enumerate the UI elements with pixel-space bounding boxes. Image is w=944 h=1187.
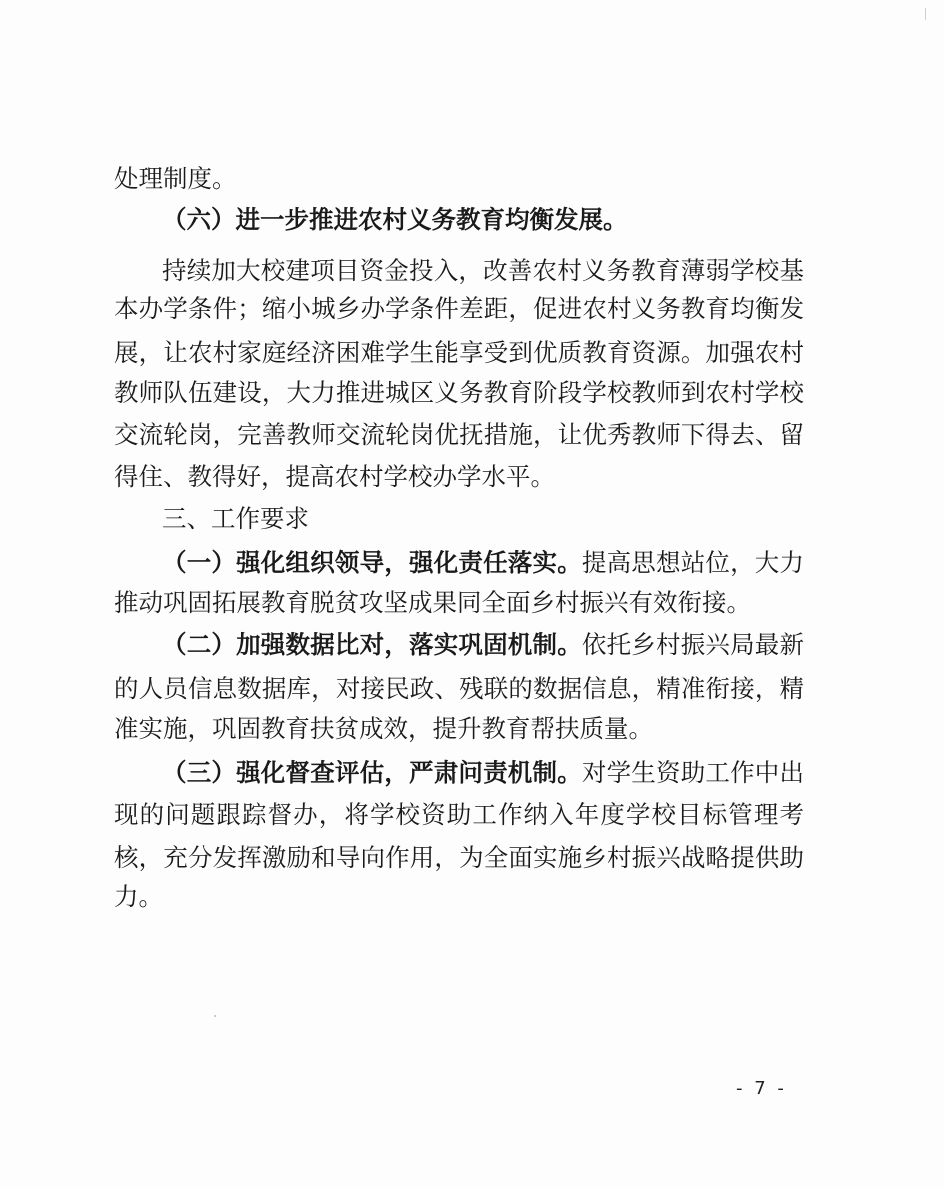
paragraph-line: 本办学条件；缩小城乡办学条件差距，促进农村义务教育均衡发 xyxy=(114,294,804,323)
paragraph-line: 核，充分发挥激励和导向作用，为全面实施乡村振兴战略提供助 xyxy=(114,843,804,872)
paragraph-line: 展，让农村家庭经济困难学生能享受到优质教育资源。加强农村 xyxy=(114,338,804,367)
paragraph-line xyxy=(162,548,804,578)
paragraph-line: 准实施，巩固教育扶贫成效，提升教育帮扶质量。 xyxy=(114,714,653,743)
page-number: - 7 - xyxy=(736,1078,787,1099)
paragraph-line: 的人员信息数据库，对接民政、残联的数据信息，精准衔接，精 xyxy=(114,674,804,703)
scan-mark xyxy=(925,8,926,20)
clause-title: （三）强化督查评估，严肃问责机制。 xyxy=(162,758,582,787)
section-heading: 三、工作要求 xyxy=(162,504,309,533)
paragraph-line: 力。 xyxy=(114,882,163,911)
paragraph-line: 得住、教得好，提高农村学校办学水平。 xyxy=(114,462,555,491)
clause-text: 对学生资助工作中出 xyxy=(581,758,804,787)
paragraph-line: 交流轮岗，完善教师交流轮岗优抚措施，让优秀教师下得去、留 xyxy=(114,420,804,449)
clause-text: 提高思想站位，大力 xyxy=(581,548,804,577)
clause-text: 依托乡村振兴局最新 xyxy=(581,630,804,659)
section-heading: （六）进一步推进农村义务教育均衡发展。 xyxy=(162,205,628,234)
paragraph-line: 处理制度。 xyxy=(114,164,237,193)
scan-speck xyxy=(214,1015,216,1017)
paragraph-line: 推动巩固拓展教育脱贫攻坚成果同全面乡村振兴有效衔接。 xyxy=(114,588,751,617)
clause-title: （二）加强数据比对，落实巩固机制。 xyxy=(162,630,582,659)
paragraph-line xyxy=(162,758,804,788)
paragraph-line: 现的问题跟踪督办，将学校资助工作纳入年度学校目标管理考 xyxy=(114,800,804,829)
paragraph-line: 持续加大校建项目资金投入，改善农村义务教育薄弱学校基 xyxy=(162,256,804,285)
paragraph-line xyxy=(162,630,804,660)
paragraph-line: 教师队伍建设，大力推进城区义务教育阶段学校教师到农村学校 xyxy=(114,378,804,407)
clause-title: （一）强化组织领导，强化责任落实。 xyxy=(162,548,582,577)
